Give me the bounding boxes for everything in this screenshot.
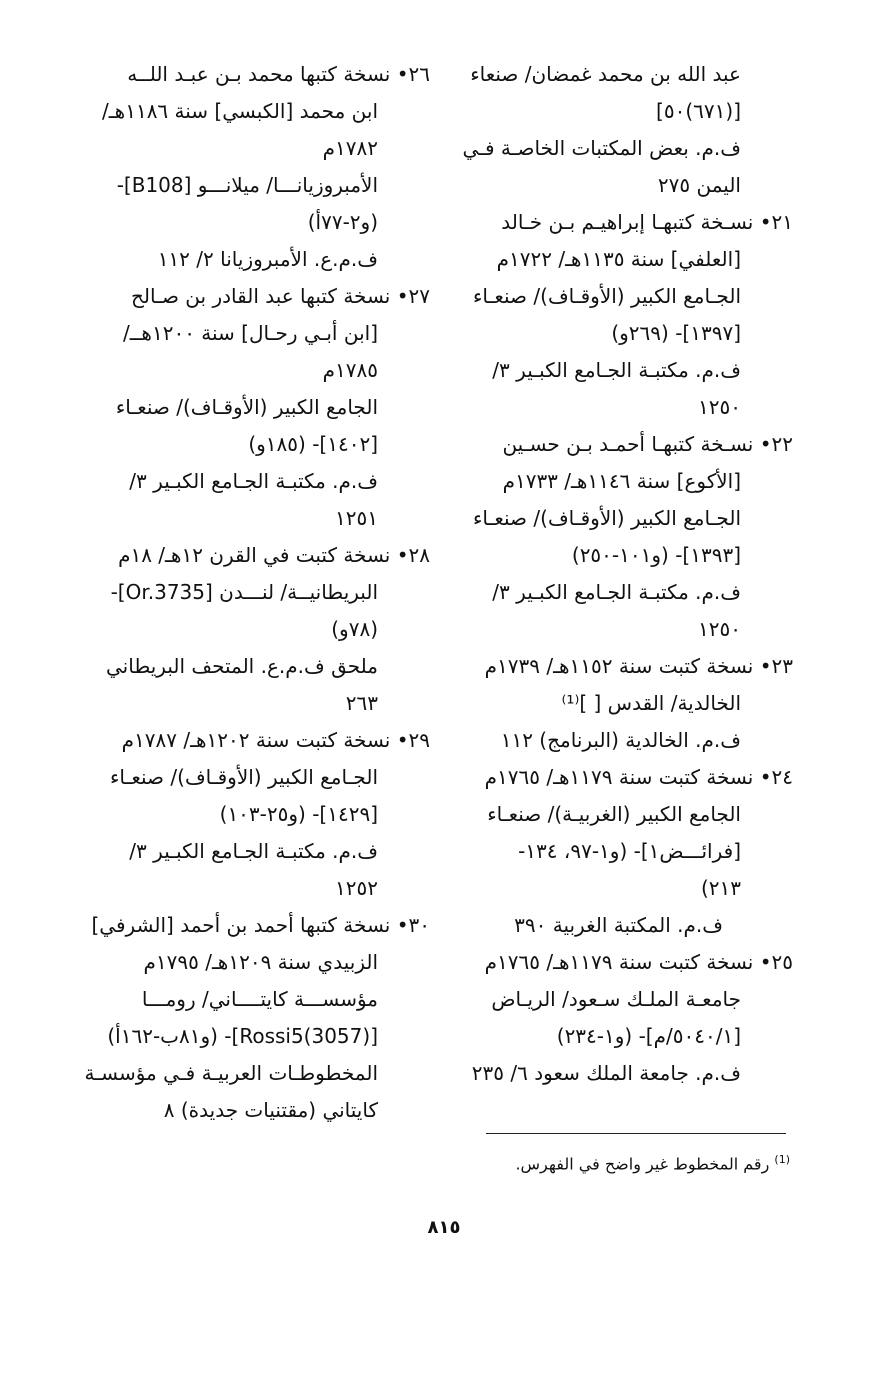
footnote	[300, 1146, 790, 1178]
footnote-text: رقم المخطوط غير واضح في الفهرس.	[515, 1154, 770, 1174]
entry-line: الخالدية/ القدس [ ]⁽¹⁾	[561, 691, 741, 715]
entry-line: [(٦٧١)٥٠]	[656, 99, 741, 123]
entry-line: [Rossi5(3057)]- (و٨١ب-١٦٢أ)	[107, 1024, 378, 1048]
entry-heading: ٢٥• نسخة كتبت سنة ١١٧٩هـ/ ١٧٦٥م	[484, 950, 793, 974]
entry-line: ١٢٥١	[335, 506, 378, 530]
entry-line: البريطانيــة/ لنـــدن [Or.3735]-	[110, 580, 378, 604]
entry-line: [١٤٢٩]- (و٢٥-١٠٣)	[219, 802, 378, 826]
entry-line: جامعـة الملـك سـعود/ الريـاض	[491, 987, 741, 1011]
right-column	[448, 56, 793, 1092]
entry-line: [العلفي] سنة ١١٣٥هـ/ ١٧٢٢م	[496, 247, 741, 271]
entry-heading: ٢٤• نسخة كتبت سنة ١١٧٩هـ/ ١٧٦٥م	[484, 765, 793, 789]
entry-line: ف.م. مكتبـة الجـامع الكبـير ٣/	[129, 839, 378, 863]
entry-line: [ابن أبـي رحـال] سنة ١٢٠٠هــ/	[122, 321, 378, 345]
entry-line: ف.م. مكتبـة الجـامع الكبـير ٣/	[129, 469, 378, 493]
entry-line: مؤسســـة كايتــــاني/ رومـــا	[141, 987, 378, 1011]
entry-heading: ٢١• نسـخة كتبهـا إبراهيـم بـن خـالد	[501, 210, 793, 234]
entry-line: (٧٨و)	[331, 617, 378, 641]
entry-line: ٢٦٣	[345, 691, 378, 715]
entry-line: الجـامع الكبير (الأوقـاف)/ صنعـاء	[110, 765, 378, 789]
entry-line: ف.م. الخالدية (البرنامج) ١١٢	[500, 728, 741, 752]
entry-line: الزبيدي سنة ١٢٠٩هـ/ ١٧٩٥م	[143, 950, 378, 974]
entry-line: الجـامع الكبير (الأوقـاف)/ صنعـاء	[473, 284, 741, 308]
entry-line: عبد الله بن محمد غمضان/ صنعاء	[470, 62, 741, 86]
entry-line: ف.م.ع. الأمبروزيانا ٢/ ١١٢	[157, 247, 378, 271]
entry-line: [الأكوع] سنة ١١٤٦هـ/ ١٧٣٣م	[502, 469, 741, 493]
entry-line: [فرائـــض١]- (و١-٩٧، ١٣٤-	[518, 839, 741, 863]
entry-line: ١٧٨٥م	[322, 358, 378, 382]
footnote-marker: (1)	[774, 1153, 790, 1166]
entry-line: ملحق ف.م.ع. المتحف البريطاني	[105, 654, 378, 678]
entry-line: ابن محمد [الكبسي] سنة ١١٨٦هـ/	[102, 99, 378, 123]
entry-line: [١٤٠٢]- (١٨٥و)	[248, 432, 378, 456]
entry-line: الأمبروزيانـــا/ ميلانـــو [B108]-	[116, 173, 378, 197]
entry-line: ف.م. جامعة الملك سعود ٦/ ٢٣٥	[471, 1061, 741, 1085]
entry-line: اليمن ٢٧٥	[657, 173, 741, 197]
entry-line: [١٣٩٣]- (و١٠١-٢٥٠)	[571, 543, 741, 567]
entry-line: ٢١٣)	[700, 876, 741, 900]
footnote-divider	[486, 1133, 786, 1134]
entry-line: ١٢٥٢	[335, 876, 378, 900]
entry-line: (و٢-٧٧أ)	[307, 210, 378, 234]
entry-heading: ٢٦• نسخة كتبها محمد بـن عبـد اللــه	[127, 62, 430, 86]
entry-heading: ٢٢• نسـخة كتبهـا أحمـد بـن حسـين	[502, 432, 793, 456]
entry-line: كايتاني (مقتنيات جديدة) ٨	[163, 1098, 378, 1122]
entry-heading: ٣٠• نسخة كتبها أحمد بن أحمد [الشرفي]	[91, 913, 430, 937]
page-number: ٨١٥	[427, 1217, 461, 1238]
entry-line: الجامع الكبير (الغربيـة)/ صنعـاء	[487, 802, 741, 826]
entry-line: ف.م. المكتبة الغربية ٣٩٠	[514, 913, 723, 937]
entry-line: [٥٠٤٠/١/م]- (و١-٢٣٤)	[556, 1024, 741, 1048]
entry-heading: ٢٧• نسخة كتبها عبد القادر بن صـالح	[131, 284, 430, 308]
entry-line: ف.م. بعض المكتبات الخاصـة فـي	[462, 136, 741, 160]
entry-line: ف.م. مكتبـة الجـامع الكبـير ٣/	[492, 358, 741, 382]
entry-line: [١٣٩٧]- (٢٦٩و)	[611, 321, 741, 345]
entry-line: ١٧٨٢م	[322, 136, 378, 160]
entry-line: الجامع الكبير (الأوقـاف)/ صنعـاء	[115, 395, 378, 419]
entry-line: ١٢٥٠	[698, 617, 741, 641]
entry-line: الجـامع الكبير (الأوقـاف)/ صنعـاء	[473, 506, 741, 530]
entry-heading: ٢٩• نسخة كتبت سنة ١٢٠٢هـ/ ١٧٨٧م	[121, 728, 430, 752]
entry-heading: ٢٨• نسخة كتبت في القرن ١٢هـ/ ١٨م	[118, 543, 430, 567]
left-column	[65, 56, 430, 1129]
entry-line: المخطوطـات العربيـة فـي مؤسسـة	[84, 1061, 378, 1085]
entry-line: ١٢٥٠	[698, 395, 741, 419]
entry-heading: ٢٣• نسخة كتبت سنة ١١٥٢هـ/ ١٧٣٩م	[484, 654, 793, 678]
entry-line: ف.م. مكتبـة الجـامع الكبـير ٣/	[492, 580, 741, 604]
